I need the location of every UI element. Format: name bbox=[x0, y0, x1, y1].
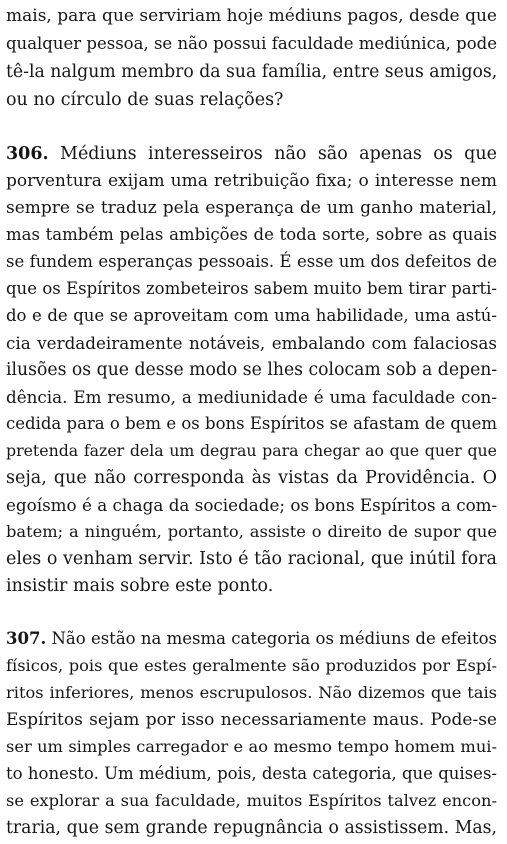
paragraph-306-first-line bbox=[6, 140, 497, 168]
text-line: físicos, pois que estes geralmente são produzidos por Espí- bbox=[6, 656, 497, 675]
text-line: batem; a ninguém, portanto, assiste o direito de supor que bbox=[6, 522, 497, 541]
text-line: mas também pelas ambições de toda sorte, sobre as quais bbox=[6, 225, 497, 244]
text-line: Espíritos sejam por isso necessariamente maus. Pode-se bbox=[6, 710, 497, 730]
text-line: qualquer pessoa, se não possui faculdade mediúnica, pode bbox=[6, 34, 497, 53]
text-line: ser um simples carregador e ao mesmo tempo homem mui- bbox=[6, 737, 497, 756]
paragraph-number: 306. bbox=[6, 144, 49, 164]
text-line: sempre se traduz pela esperança de um ganho material, bbox=[6, 198, 497, 218]
text-line: to honesto. Um médium, pois, desta categoria, que quises- bbox=[6, 764, 497, 783]
paragraph-number: 307. bbox=[6, 629, 47, 648]
text-line: dência. Em resumo, a mediunidade é uma faculdade con- bbox=[6, 387, 497, 407]
text-line: pretenda fazer dela um degrau para chegar ao que quer que bbox=[6, 441, 497, 460]
text-segment: Não estão na mesma categoria os médiuns de efeitos bbox=[46, 629, 497, 648]
paragraph-307-first-line bbox=[6, 625, 497, 653]
text-line: se fundem esperanças pessoais. É esse um dos defeitos de bbox=[6, 252, 497, 271]
text-line: porventura exijam uma retribuição fixa; o interesse nem bbox=[6, 171, 497, 191]
text-line: do e de que se aproveitam com uma habilidade, uma astú- bbox=[6, 306, 497, 325]
text-line: cia verdadeiramente notáveis, embalando com falaciosas bbox=[6, 333, 497, 353]
text-line: tê-la nalgum membro da sua família, entre seus amigos, bbox=[6, 62, 497, 82]
text-line: cedida para o bem e os bons Espíritos se afastam de quem bbox=[6, 414, 497, 433]
text-line: eles o venham servir. Isto é tão racional, que inútil fora bbox=[6, 549, 497, 569]
text-line: insistir mais sobre este ponto. bbox=[6, 576, 274, 596]
text-line: traria, que sem grande repugnância o assistissem. Mas, bbox=[6, 818, 497, 838]
text-line: mais, para que serviriam hoje médiuns pagos, desde que bbox=[6, 6, 497, 26]
text-line: ritos inferiores, menos escrupulosos. Não dizemos que tais bbox=[6, 683, 497, 702]
text-segment: Médiuns interesseiros não são apenas os que bbox=[48, 144, 497, 164]
text-line: se explorar a sua faculdade, muitos Espíritos talvez encon- bbox=[6, 791, 497, 810]
text-line: seja, que não corresponda às vistas da Providência. O bbox=[6, 468, 497, 488]
text-line: ilusões os que desse modo se lhes colocam sob a depen- bbox=[6, 360, 497, 380]
text-line: que os Espíritos zombeteiros sabem muito bem tirar parti- bbox=[6, 279, 497, 298]
text-line: ou no círculo de suas relações? bbox=[6, 90, 284, 110]
text-line: egoísmo é a chaga da sociedade; os bons Espíritos a com- bbox=[6, 495, 497, 515]
